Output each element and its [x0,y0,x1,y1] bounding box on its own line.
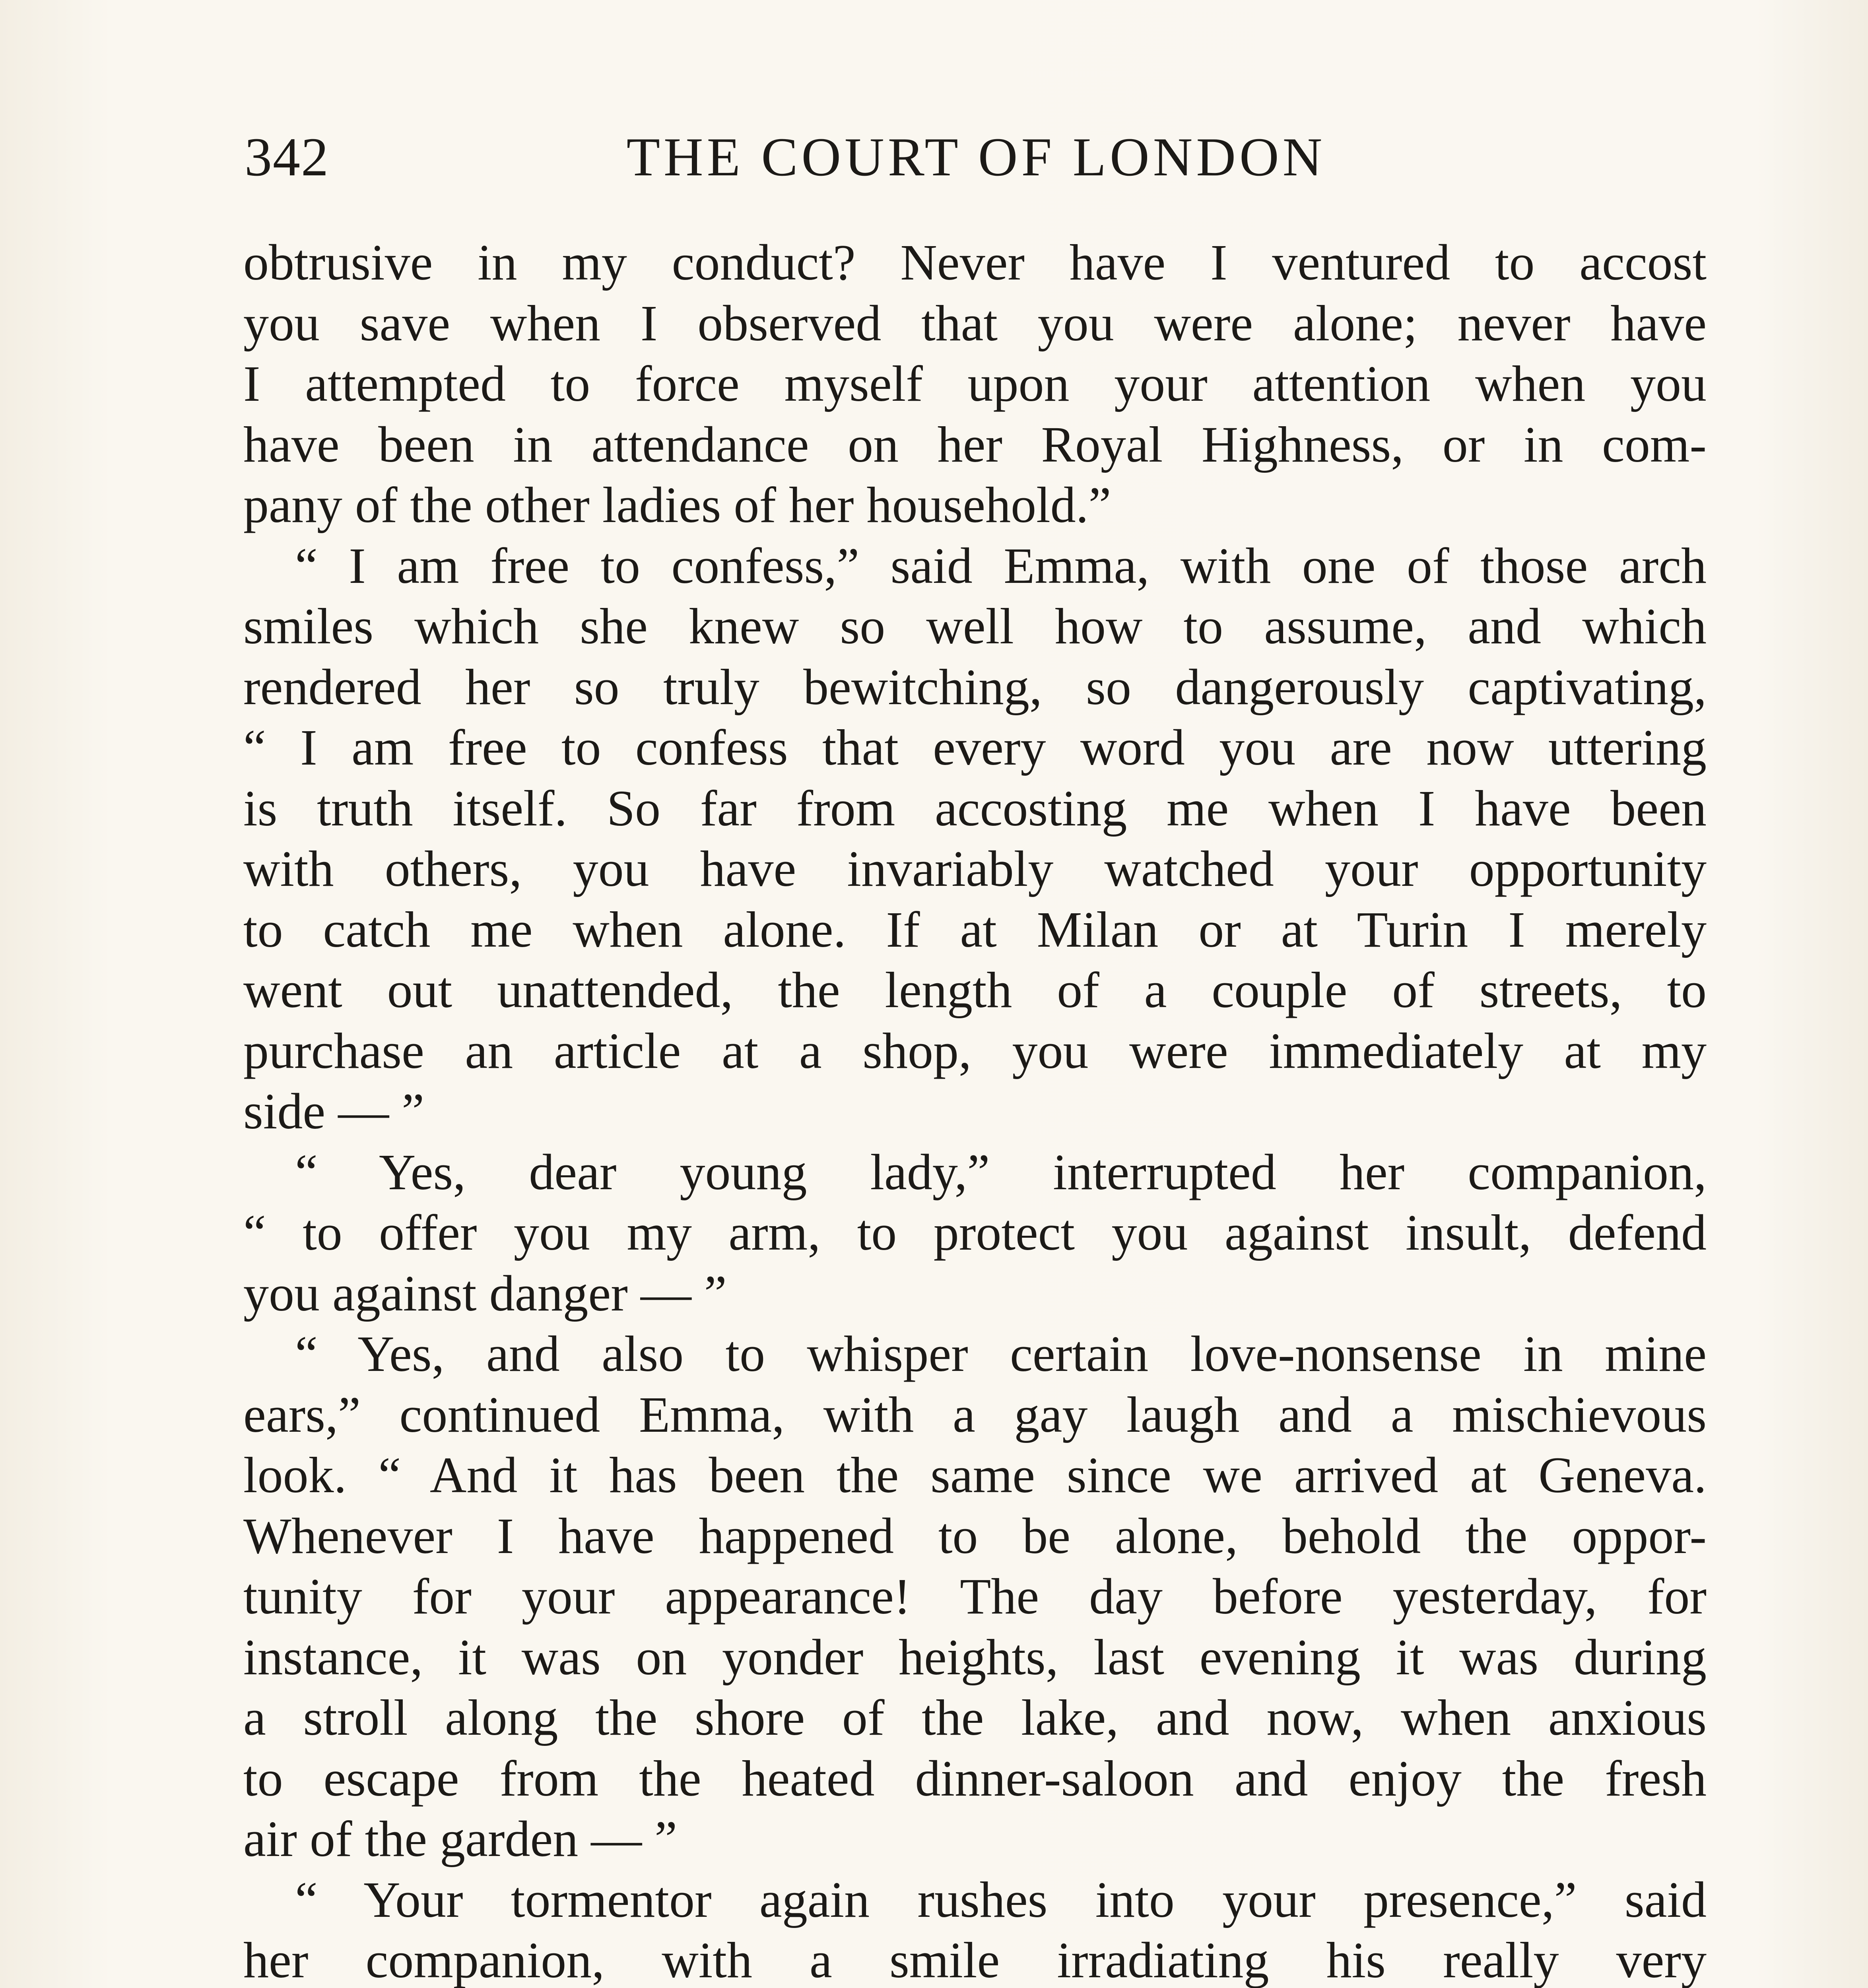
page-number: 342 [245,126,329,187]
text-line: side — ” [243,1083,424,1140]
text-line: “ I am free to confess,” said Emma, with one of those arch [295,537,1707,594]
text-line: instance, it was on yonder heights, last evening it was during [243,1629,1707,1685]
text-line: Whenever I have happened to be alone, behold the oppor- [243,1507,1707,1564]
running-title: THE COURT OF LONDON [626,126,1326,187]
page-header [245,119,1708,195]
text-line: purchase an article at a shop, you were immediately at my [243,1022,1707,1079]
text-line: you save when I observed that you were alone; never have [243,295,1707,351]
text-line: “ Yes, dear young lady,” interrupted her companion, [295,1143,1707,1200]
text-line: with others, you have invariably watched your opportunity [243,841,1707,897]
body-text [243,232,1707,1988]
text-line: her companion, with a smile irradiating his really very [243,1932,1707,1988]
text-line: to catch me when alone. If at Milan or at Turin I merely [243,901,1707,958]
text-line: went out unattended, the length of a couple of streets, to [243,962,1707,1018]
text-line: “ to offer you my arm, to protect you against insult, defend [243,1204,1707,1261]
text-line: rendered her so truly bewitching, so dangerously captivating, [243,658,1707,715]
text-line: you against danger — ” [243,1265,727,1322]
text-line: I attempted to force myself upon your attention when you [243,355,1707,412]
text-line: ears,” continued Emma, with a gay laugh and a mischievous [243,1386,1707,1443]
text-line: obtrusive in my conduct? Never have I ventured to accost [243,234,1707,291]
text-line: “ Your tormentor again rushes into your presence,” said [295,1871,1707,1928]
text-line: “ Yes, and also to whisper certain love-nonsense in mine [295,1326,1707,1382]
text-line: tunity for your appearance! The day before yesterday, for [243,1568,1707,1625]
text-line: look. “ And it has been the same since we arrived at Geneva. [243,1447,1707,1503]
text-line: smiles which she knew so well how to assume, and which [243,598,1707,654]
text-line: air of the garden — ” [243,1811,678,1867]
text-line: is truth itself. So far from accosting me when I have been [243,780,1707,837]
text-line: have been in attendance on her Royal Highness, or in com- [243,416,1707,473]
text-line: pany of the other ladies of her household.” [243,477,1111,533]
text-line: “ I am free to confess that every word you are now uttering [243,719,1707,776]
text-line: a stroll along the shore of the lake, and now, when anxious [243,1689,1707,1746]
text-line: to escape from the heated dinner-saloon and enjoy the fresh [243,1750,1707,1807]
